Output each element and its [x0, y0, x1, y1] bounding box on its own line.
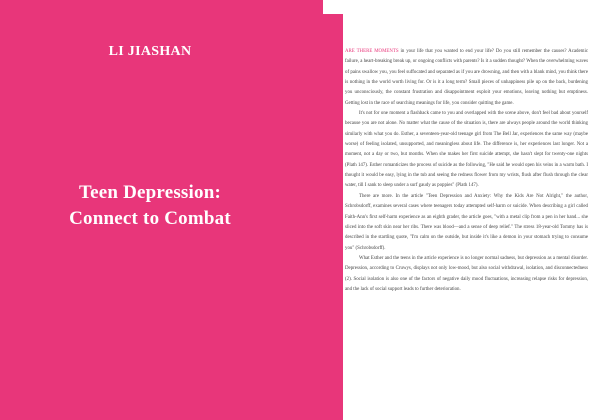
title-line-1: Teen Depression:: [78, 182, 222, 203]
paragraph-2: It's not for one moment a flashback came to you and overlapped with the scene above, don't feel bad about yourself because you are not alone. No matter what the cause of the situation is, there are always people around the world thinking similarly with what you do. Esther, a seventeen-year-old teenage girl from The Bell Jar, experiences the same way (maybe worse) of feeling isolated, unsupported, and meaningless about life. The difference is, her experiences last longer. Not a moment, not a day or two, but months. When she makes her first suicide attempt, she hasn't slept for twenty-one nights (Plath 147). Esther romanticizes the process of suicide as the following, "He said he would open his veins in a warm bath. I thought it would be easy, lying in the tub and seeing the redness flower from my wrists, flush after flush through the clear water, till I sank to sleep under a surf gaudy as poppies" (Plath 147).: [345, 111, 588, 189]
page-edge-strip: [323, 0, 343, 420]
paragraph-3: There are more. In the article "Teen Depression and Anxiety: Why the Kids Are Not Alright," the author, Schrobsdorff, examines several cases where teenagers today attempted self-harm or suicide. When describing a girl called Faith-Ann's first self-harm experience as an eighth grader, the article goes, "with a metal clip from a pen in her hand... she sliced into the soft skin near her ribs. There was blood—and a sense of deep relief." The stress 18-year-old Tommy has is described in the startling quote, "I'm calm on the outside, but inside it's like a demon in your stomach trying to consume you" (Schrobsdorff).: [345, 193, 588, 251]
paragraph-1-text: in your life that you wanted to end your life? Do you still remember the causes? Academic failure, a heart-breaking break up, or ongoing conflicts with parents? Is it a sudden thought? When the overwhelming waves of pains swallow you, you feel suffocated and separated as if you are drowning, and then with a blank mind, you think there is nothing in the world worth living for. Or is it a long term? Small pieces of unhappiness pile up on the back, burdening you unconsciously, the constant frustration and disappointment exploit your emotions, leaving nothing but emptiness. Getting lost in the race of searching meanings for life, you consider quitting the game.: [345, 49, 588, 106]
author-name: LI JIASHAN: [108, 44, 192, 59]
title-line-2: Connect to Combat: [69, 208, 231, 229]
paragraph-1: [345, 47, 588, 109]
lead-in: ARE THERE MOMENTS: [345, 49, 399, 54]
book-title: [0, 180, 300, 232]
body-text: [345, 47, 588, 417]
paragraph-4: What Esther and the teens in the article experience is no longer normal sadness, but depression as a mental disorder. Depression, according to Cruwys, displays not only low-mood, but also social withdrawal, isolation, and disconnectedness (2). Social isolation is also one of the factors of negative daily mood fluctuations, increasing relapse risks for depression, and the lack of social support leads to further deterioration.: [345, 255, 588, 292]
page-edge-notch: [323, 0, 343, 14]
